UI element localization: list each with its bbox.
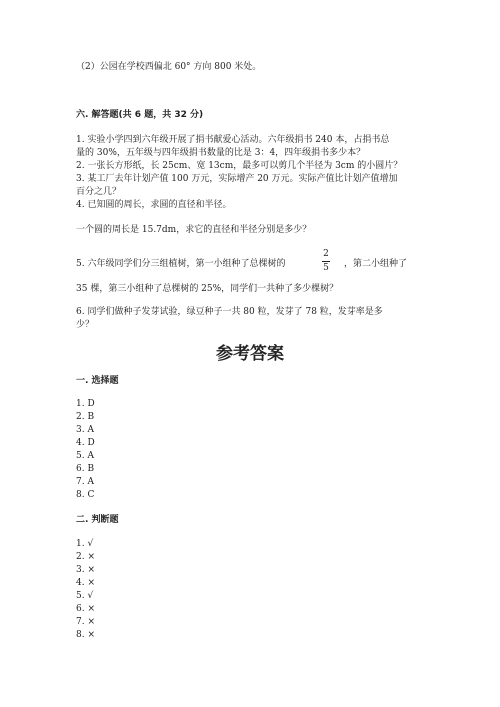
list-item: 6. B — [76, 464, 95, 474]
list-item: 8. C — [76, 490, 95, 500]
q5-part1: 5. 六年级同学们分三组植树，第一小组种了总棵树的 — [76, 259, 286, 269]
judge-section-title: 二. 判断题 — [76, 515, 119, 525]
q3-line1: 3. 某工厂去年计划产值 100 万元，实际增产 20 万元。实际产值比计划产值增加 — [76, 174, 398, 184]
q3-line2: 百分之几？ — [76, 187, 122, 197]
q4-detail: 一个圆的周长是 15.7dm，求它的直径和半径分别是多少？ — [76, 225, 312, 235]
q5-fraction-denominator: 5 — [323, 263, 329, 273]
list-item: 7. × — [76, 617, 95, 627]
list-item: 8. × — [76, 630, 95, 640]
q4-text: 4. 已知圆的周长，求圆的直径和半径。 — [76, 200, 232, 210]
q6-line2: 少？ — [76, 320, 95, 330]
list-item: 6. × — [76, 604, 95, 614]
q5-fraction-numerator: 2 — [323, 249, 329, 259]
list-item: 1. D — [76, 399, 95, 409]
answers-title: 参考答案 — [216, 344, 284, 364]
q5-part2: ，第二小组种了 — [344, 259, 408, 269]
intro-line: （2）公园在学校西偏北 60° 方向 800 米处。 — [76, 62, 262, 72]
list-item: 3. × — [76, 565, 95, 575]
list-item: 3. A — [76, 425, 94, 435]
list-item: 4. × — [76, 578, 95, 588]
q1-line2: 量的 30%，五年级与四年级捐书数量的比是 3：4，四年级捐书多少本？ — [76, 148, 366, 158]
list-item: 7. A — [76, 477, 94, 487]
list-item: 5. √ — [76, 591, 94, 601]
section6-title: 六. 解答题(共 6 题，共 32 分) — [76, 110, 204, 120]
q5-line2: 35 棵，第三小组种了总棵树的 25%，同学们一共种了多少棵树？ — [76, 284, 339, 294]
list-item: 1. √ — [76, 539, 94, 549]
list-item: 2. × — [76, 552, 95, 562]
q1-line1: 1. 实验小学四到六年级开展了捐书献爱心活动。六年级捐书 240 本，占捐书总 — [76, 135, 390, 145]
choice-section-title: 一. 选择题 — [76, 376, 119, 386]
q6-line1: 6. 同学们做种子发芽试验，绿豆种子一共 80 粒，发芽了 78 粒，发芽率是多 — [76, 307, 383, 317]
q5-fraction-bar — [322, 261, 330, 262]
q2-text: 2. 一张长方形纸，长 25cm、宽 13cm，最多可以剪几个半径为 3cm 的小圆片？ — [76, 161, 403, 171]
list-item: 4. D — [76, 438, 95, 448]
list-item: 5. A — [76, 451, 94, 461]
list-item: 2. B — [76, 412, 95, 422]
